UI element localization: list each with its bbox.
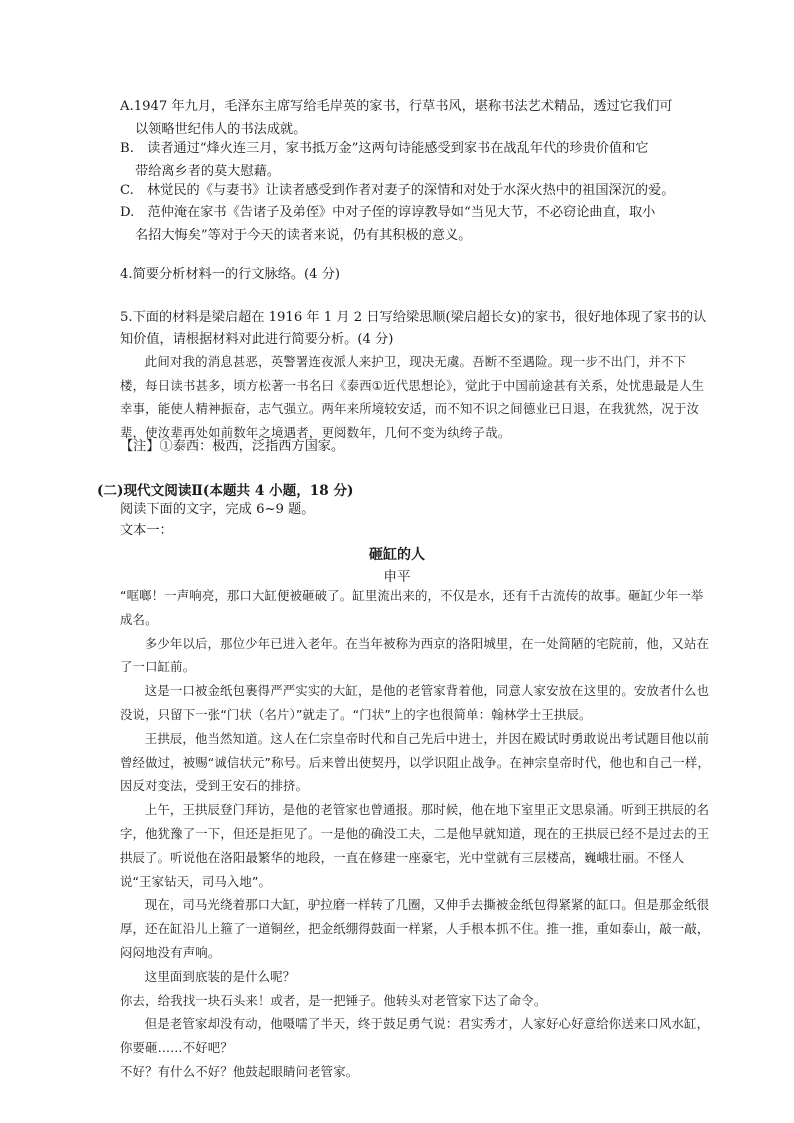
story-author: 申平 — [383, 569, 411, 585]
option-d-line-1: D. 范仲淹在家书《告诸子及弟侄》中对子侄的谆谆教导如“当见大节，不必窃论曲直，取小 — [120, 205, 656, 220]
story-paragraph: 你去，给我找一块石头来！或者，是一把锤子。他转头对老管家下达了命令。 — [120, 992, 547, 1008]
section-heading: (二)现代文阅读Ⅱ(本题共 4 小题，18 分) — [97, 483, 354, 499]
story-paragraph: 上午，王拱辰登门拜访，是他的老管家也曾通报。那时候，他在地下室里正文思泉涌。听到王拱辰的名字，他犹豫了一下，但还是拒见了。一是他的确没工夫，二是他早就知道，现在的王拱辰已经不是过去的王拱辰了。听说他在洛阳最繁华的地段，一直在修建一座豪宅，光中堂就有三层楼高，巍峨壮丽。不怪人说“王家钻天，司马入地”。 — [120, 802, 710, 889]
letter-text: 此间对我的消息甚恶，英警署连夜派人来护卫，现决无虞。吾断不至遇险。现一步不出门，并不下楼，每日读书甚多，顷方松著一书名曰《泰西①近代思想论》，觉此于中国前途甚有关系，处忧患最是人生幸事，能使人精神振奋，志气强立。两年来所境较安适，而不知不识之间德业已日退，在我犹然，况于汝辈，使汝辈再处如前数年之境遇者，更阅数年，几何不变为纨绔子哉。 — [120, 354, 705, 440]
option-b — [120, 138, 710, 183]
story-paragraph: “哐啷！一声响亮，那口大缸便被砸破了。缸里流出来的，不仅是水，还有千古流传的故事。砸缸少年一举成名。 — [120, 588, 704, 627]
letter-note: 【注】①泰西：极西，泛指西方国家。 — [120, 439, 345, 454]
reading-instruction: 阅读下面的文字，完成 6~9 题。 — [120, 502, 315, 517]
story-paragraph: 王拱辰，他当然知道。这人在仁宗皇帝时代和自己先后中进士，并因在殿试时勇敢说出考试题目他以前曾经做过，被赐“诚信状元”称号。后来曾出使契丹，以学识阻止战争。在神宗皇帝时代，他也和自己一样，因反对变法，受到王安石的排挤。 — [120, 730, 711, 794]
question-5-line-2: 知价值，请根据材料对此进行简要分析。(4 分) — [120, 332, 394, 347]
story-paragraph: 但是老管家却没有动，他嗫嚅了半天，终于鼓足勇气说：君实秀才，人家好心好意给你送来口风水缸，你要砸……不好吧？ — [120, 1016, 710, 1056]
liang-qichao-letter — [120, 350, 710, 444]
option-a — [120, 96, 710, 141]
story-paragraph: 这是一口被金纸包裹得严严实实的大缸，是他的老管家背着他，同意人家安放在这里的。安放者什么也没说，只留下一张“门状（名片）”就走了。“门状”上的字也很简单：翰林学士王拱辰。 — [120, 683, 710, 722]
question-4: 4.简要分析材料一的行文脉络。(4 分) — [120, 267, 341, 282]
question-5-line-1: 5.下面的材料是梁启超在 1916 年 1 月 2 日写给梁思顺(梁启超长女)的家书，很好地体现了家书的认 — [120, 310, 707, 325]
story-paragraph: 多少年以后，那位少年已进入老年。在当年被称为西京的洛阳城里，在一处简陋的宅院前，他，又站在了一口缸前。 — [120, 635, 710, 675]
text-one-label: 文本一： — [120, 523, 173, 538]
option-b-line-1: B. 读者通过“烽火连三月，家书抵万金”这两句诗能感受到家书在战乱年代的珍贵价值和它 — [120, 141, 649, 156]
story-paragraph: 不好？有什么不好？他鼓起眼睛问老管家。 — [120, 1063, 359, 1079]
story-paragraph: 现在，司马光绕着那口大缸，驴拉磨一样转了几圈，又伸手去撕被金纸包得紧紧的缸口。但是那金纸很厚，还在缸沿儿上箍了一道铜丝，把金纸绷得鼓面一样紧，人手根本抓不住。推一推，重如泰山，敲一敲，闷闷地没有声响。 — [120, 897, 710, 960]
story-body — [120, 584, 710, 1084]
option-c — [120, 180, 710, 203]
option-d — [120, 202, 710, 247]
story-title: 砸缸的人 — [369, 547, 425, 563]
story-paragraph: 这里面到底装的是什么呢？ — [144, 968, 296, 984]
option-a-line-2: 以领略世纪伟人的书法成就。 — [135, 121, 307, 137]
option-b-line-2: 带给离乡者的莫大慰藉。 — [135, 163, 281, 179]
option-c-line-1: C. 林觉民的《与妻书》让读者感受到作者对妻子的深情和对处于水深火热中的祖国深沉的爱。 — [120, 183, 675, 198]
option-d-line-2: 名招大悔矣”等对于今天的读者来说，仍有其积极的意义。 — [135, 227, 472, 243]
option-a-line-1: A.1947 年九月，毛泽东主席写给毛岸英的家书，行草书风，堪称书法艺术精品，透过它我们可 — [120, 99, 673, 114]
question-5 — [120, 307, 710, 351]
